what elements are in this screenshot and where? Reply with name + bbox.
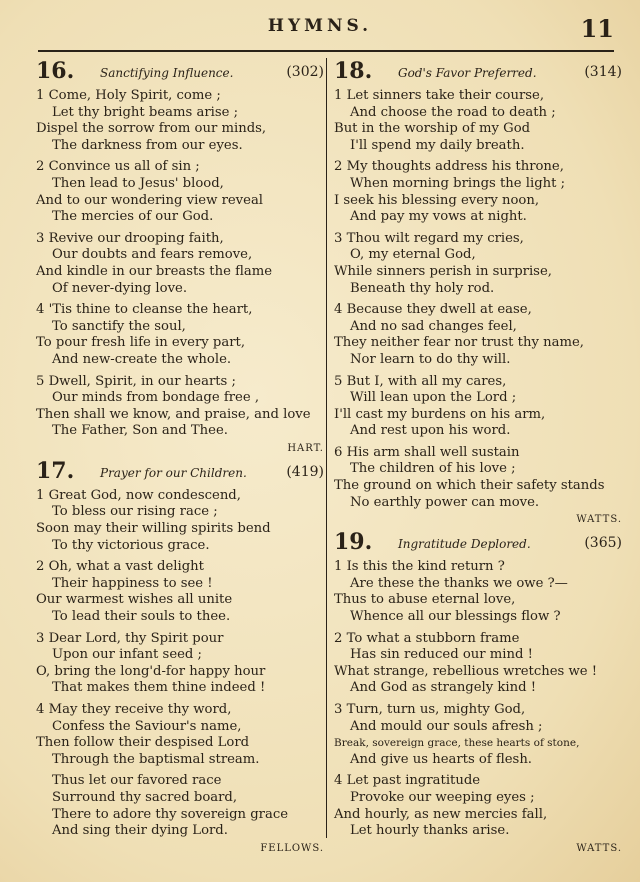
hymn-17: [36, 457, 324, 854]
hymn-title: Ingratitude Deplored.: [398, 537, 531, 552]
verse-line: O, bring the long'd-for happy hour: [36, 663, 266, 679]
verse-line: 1 Let sinners take their course,: [334, 88, 545, 103]
verse-line: Our warmest wishes all unite: [36, 592, 233, 608]
verse-line: And hourly, as new mercies fall,: [334, 806, 548, 822]
verse-line: Thus to abuse eternal love,: [334, 592, 516, 608]
stanza: [36, 302, 324, 368]
author-credit: FELLOWS.: [260, 842, 324, 854]
hymn-heading: [36, 457, 324, 488]
hymn-16: [36, 60, 324, 454]
stanza: [334, 159, 622, 225]
stanza: [334, 702, 622, 768]
page-number: 11: [580, 14, 614, 43]
verse-line: What strange, rebellious wretches we !: [334, 663, 598, 679]
verse-line: O, my eternal God,: [350, 247, 476, 263]
verse-line: The Father, Son and Thee.: [52, 423, 228, 439]
hymn-number: 19.: [334, 529, 373, 556]
verse-line: That makes them thine indeed !: [52, 680, 266, 696]
verse-line: Break, sovereign grace, these hearts of stone,: [334, 737, 580, 750]
verse-line: The ground on which their safety stands: [334, 478, 605, 494]
verse-line: But in the worship of my God: [334, 121, 531, 137]
verse-line: 3 Turn, turn us, mighty God,: [334, 702, 526, 717]
verse-line: And sing their dying Lord.: [52, 823, 228, 839]
verse-line: 1 Come, Holy Spirit, come ;: [36, 88, 221, 103]
tune-reference: (419): [286, 463, 324, 480]
verse-line: And no sad changes feel,: [350, 318, 517, 334]
verse-line: Our minds from bondage free ,: [52, 390, 260, 406]
verse-line: And rest upon his word.: [350, 423, 511, 439]
running-head: [0, 14, 640, 44]
verse-line: Confess the Saviour's name,: [52, 718, 242, 734]
verse-line: Provoke our weeping eyes ;: [350, 789, 535, 805]
verse-line: 2 Oh, what a vast delight: [36, 559, 204, 575]
verse-line: To thy victorious grace.: [52, 537, 210, 553]
author-credit: WATTS.: [576, 842, 622, 854]
verse-line: Through the baptismal stream.: [52, 751, 260, 767]
hymn-number: 16.: [36, 58, 75, 84]
stanza: [334, 631, 622, 697]
verse-line: Upon our infant seed ;: [52, 647, 203, 663]
hymn-number: 17.: [36, 457, 75, 484]
running-title: HYMNS.: [267, 16, 373, 36]
verse-line: The mercies of our God.: [52, 209, 214, 225]
verse-line: And give us hearts of flesh.: [350, 751, 532, 767]
tune-reference: (365): [584, 535, 622, 552]
right-column: [334, 60, 622, 860]
verse-line: The children of his love ;: [350, 461, 516, 477]
hymn-19: [334, 531, 622, 854]
verse-line: Surround thy sacred board,: [52, 789, 238, 805]
verse-line: Will lean upon the Lord ;: [350, 390, 517, 406]
verse-line: I'll cast my burdens on his arm,: [334, 406, 546, 422]
hymn-heading: [334, 60, 622, 88]
left-column: [36, 60, 324, 860]
verse-line: And mould our souls afresh ;: [350, 718, 543, 734]
verse-line: 2 My thoughts address his throne,: [334, 159, 564, 175]
stanza: [36, 773, 324, 839]
verse-line: Then follow their despised Lord: [36, 735, 250, 751]
stanza: [36, 88, 324, 154]
verse-line: Soon may their willing spirits bend: [36, 521, 271, 537]
verse-line: Has sin reduced our mind !: [350, 647, 533, 663]
verse-line: 1 Is this the kind return ?: [334, 559, 505, 575]
tune-reference: (314): [584, 64, 622, 80]
verse-line: Their happiness to see !: [52, 575, 213, 591]
verse-line: I'll spend my daily breath.: [350, 137, 525, 153]
verse-line: Thus let our favored race: [52, 773, 222, 789]
verse-line: Beneath thy holy rod.: [350, 280, 495, 296]
verse-line: There to adore thy sovereign grace: [52, 806, 289, 822]
stanza: [334, 88, 622, 154]
verse-line: The darkness from our eyes.: [52, 137, 243, 153]
stanza: [36, 231, 324, 297]
stanza: [36, 702, 324, 768]
verse-line: And pay my vows at night.: [350, 209, 527, 225]
verse-line: 2 To what a stubborn frame: [334, 630, 520, 646]
verse-line: 4 'Tis thine to cleanse the heart,: [36, 302, 253, 318]
verse-line: I seek his blessing every noon,: [334, 192, 540, 208]
stanza: [36, 559, 324, 625]
verse-line: Dispel the sorrow from our minds,: [36, 121, 267, 137]
verse-line: And God as strangely kind !: [350, 680, 537, 696]
hymn-title: Sanctifying Influence.: [100, 66, 234, 80]
verse-line: Of never-dying love.: [52, 280, 188, 296]
verse-line: 5 But I, with all my cares,: [334, 373, 507, 389]
verse-line: Our doubts and fears remove,: [52, 247, 253, 263]
verse-line: While sinners perish in surprise,: [334, 263, 552, 279]
verse-line: To sanctify the soul,: [52, 318, 186, 334]
verse-line: And kindle in our breasts the flame: [36, 263, 273, 279]
verse-line: No earthly power can move.: [350, 494, 540, 510]
verse-line: 6 His arm shall well sustain: [334, 444, 520, 460]
verse-line: To bless our rising race ;: [52, 504, 218, 520]
hymn-heading: [334, 531, 622, 559]
stanza: [334, 445, 622, 511]
verse-line: 4 Let past ingratitude: [334, 773, 481, 789]
verse-line: Nor learn to do thy will.: [350, 351, 511, 367]
stanza: [334, 559, 622, 625]
hymn-18: [334, 60, 622, 525]
verse-line: 3 Dear Lord, thy Spirit pour: [36, 630, 224, 646]
stanza: [334, 773, 622, 839]
verse-line: 4 May they receive thy word,: [36, 702, 232, 717]
hymn-number: 18.: [334, 58, 373, 84]
hymn-title: God's Favor Preferred.: [398, 66, 537, 80]
hymn-heading: [36, 60, 324, 88]
verse-line: And new-create the whole.: [52, 351, 232, 367]
stanza: [36, 159, 324, 225]
tune-reference: (302): [286, 64, 324, 80]
stanza: [36, 488, 324, 554]
verse-line: 1 Great God, now condescend,: [36, 487, 241, 503]
stanza: [36, 631, 324, 697]
hymn-title: Prayer for our Children.: [100, 465, 247, 480]
stanza: [334, 302, 622, 368]
verse-line: Then shall we know, and praise, and love: [36, 406, 311, 422]
verse-line: 4 Because they dwell at ease,: [334, 302, 532, 318]
verse-line: 3 Revive our drooping faith,: [36, 230, 224, 246]
verse-line: 2 Convince us all of sin ;: [36, 159, 200, 175]
verse-line: Then lead to Jesus' blood,: [52, 175, 224, 191]
stanza: [36, 374, 324, 440]
stanza: [334, 374, 622, 440]
stanza: [334, 231, 622, 297]
verse-line: 5 Dwell, Spirit, in our hearts ;: [36, 373, 236, 389]
verse-line: Let thy bright beams arise ;: [52, 104, 239, 120]
verse-line: To lead their souls to thee.: [52, 609, 231, 625]
verse-line: 3 Thou wilt regard my cries,: [334, 230, 524, 246]
verse-line: When morning brings the light ;: [350, 175, 566, 191]
verse-line: And to our wondering view reveal: [36, 192, 264, 208]
verse-line: Are these the thanks we owe ?—: [350, 575, 568, 591]
verse-line: They neither fear nor trust thy name,: [334, 335, 584, 351]
header-rule: [38, 50, 614, 52]
verse-line: Whence all our blessings flow ?: [350, 609, 561, 625]
author-credit: HART.: [287, 442, 324, 454]
verse-line: To pour fresh life in every part,: [36, 335, 246, 351]
verse-line: And choose the road to death ;: [350, 104, 556, 120]
column-divider: [326, 58, 327, 838]
verse-line: Let hourly thanks arise.: [350, 823, 510, 839]
author-credit: WATTS.: [576, 514, 622, 526]
